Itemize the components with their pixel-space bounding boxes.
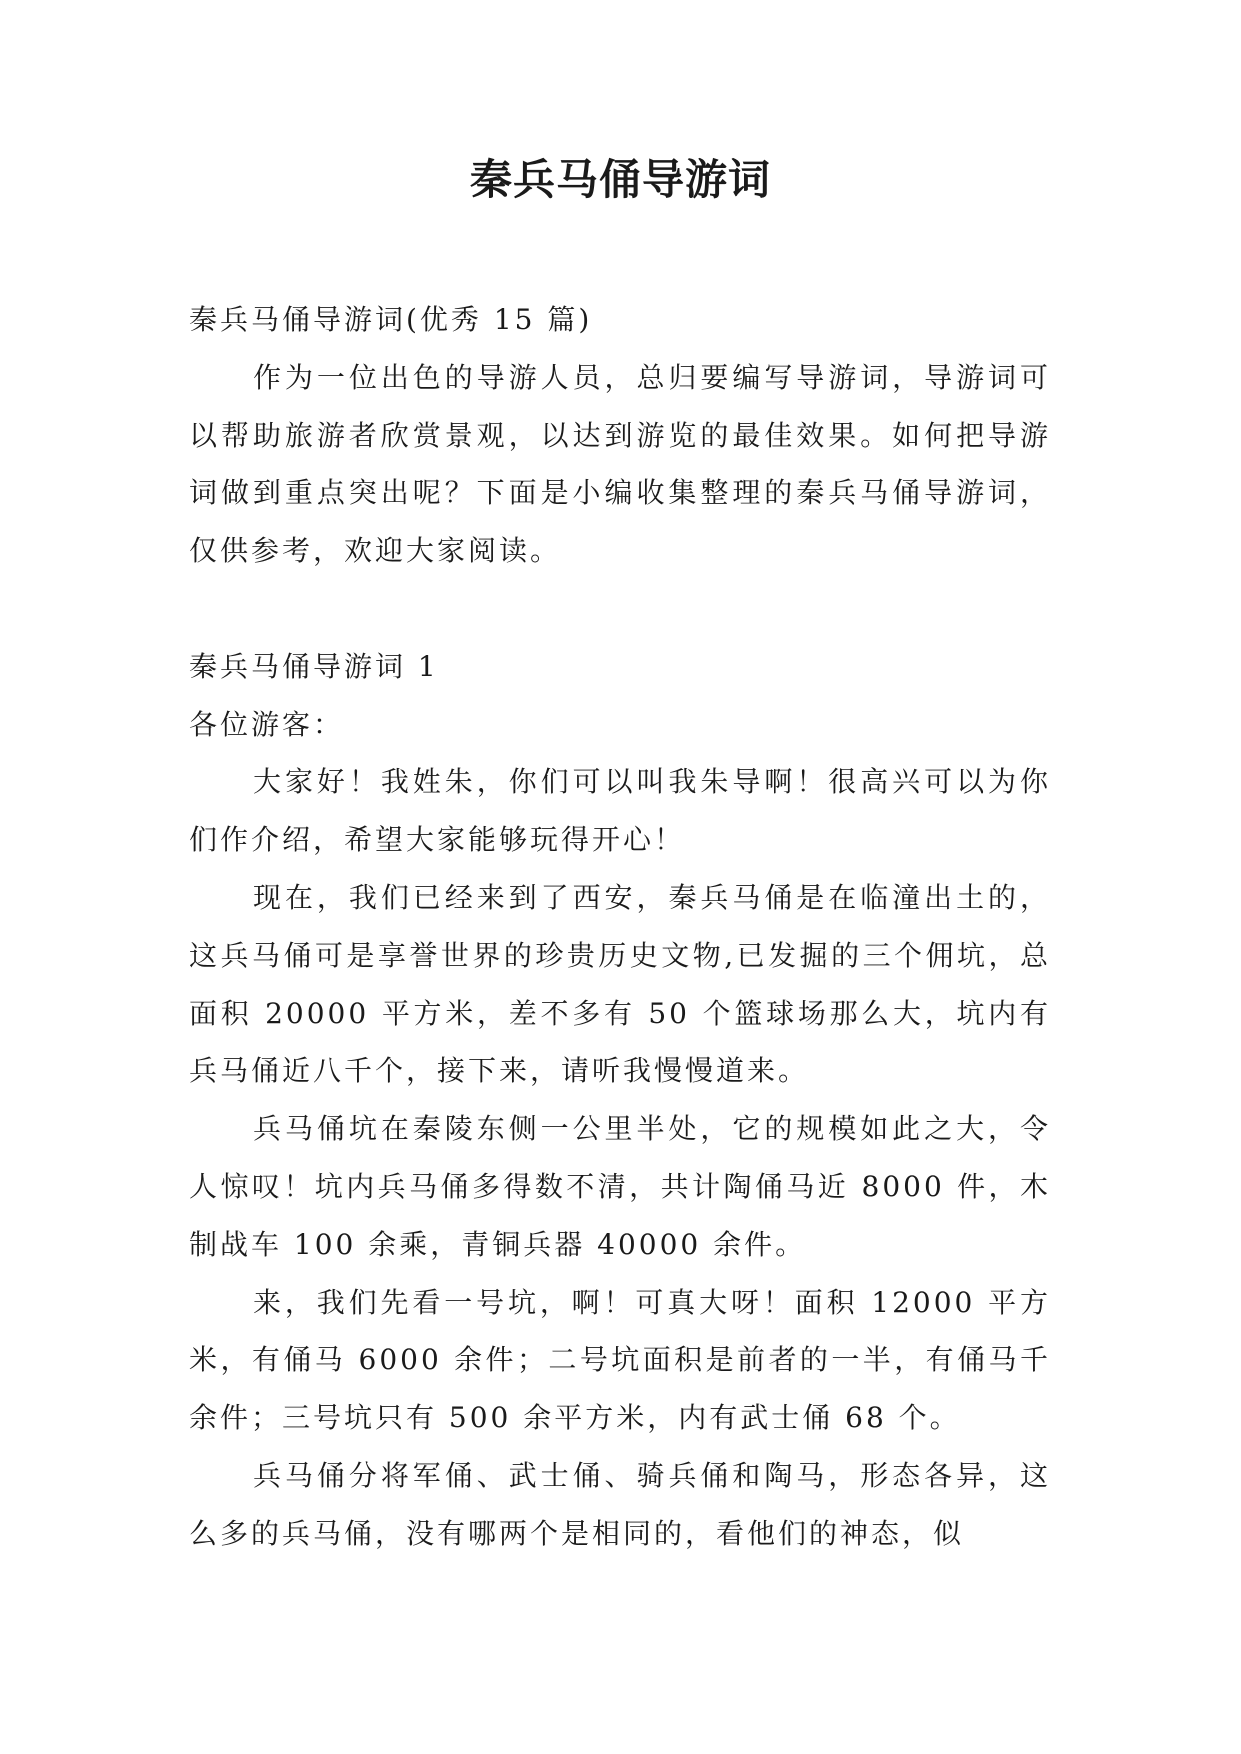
document-title: 秦兵马俑导游词 <box>469 155 771 204</box>
body-paragraph: 现在，我们已经来到了西安，秦兵马俑是在临潼出土的，这兵马俑可是享誉世界的珍贵历史文物,已发掘的三个佣坑，总面积 20000 平方米，差不多有 50 个篮球场那么大，坑内有兵马俑近八千个，接下来，请听我慢慢道来。 <box>189 880 1051 1088</box>
document-subtitle: 秦兵马俑导游词(优秀 15 篇) <box>189 303 593 336</box>
greeting: 各位游客： <box>189 707 345 741</box>
body-paragraph: 兵马俑分将军俑、武士俑、骑兵俑和陶马，形态各异，这么多的兵马俑，没有哪两个是相同的，看他们的神态，似 <box>189 1458 1051 1550</box>
intro-paragraph: 作为一位出色的导游人员，总归要编写导游词，导游词可以帮助旅游者欣赏景观，以达到游览的最佳效果。如何把导游词做到重点突出呢？下面是小编收集整理的秦兵马俑导游词，仅供参考，欢迎大家阅读。 <box>189 360 1051 568</box>
body-paragraph: 来，我们先看一号坑，啊！可真大呀！面积 12000 平方米，有俑马 6000 余件；二号坑面积是前者的一半，有俑马千余件；三号坑只有 500 余平方米，内有武士俑 68 个。 <box>189 1285 1051 1435</box>
document-body <box>189 291 1051 1563</box>
section-heading: 秦兵马俑导游词 1 <box>189 649 439 683</box>
body-paragraph: 大家好！我姓朱，你们可以叫我朱导啊！很高兴可以为你们作介绍，希望大家能够玩得开心！ <box>189 765 1051 857</box>
body-paragraph: 兵马俑坑在秦陵东侧一公里半处，它的规模如此之大，令人惊叹！坑内兵马俑多得数不清，共计陶俑马近 8000 件，木制战车 100 余乘，青铜兵器 40000 余件。 <box>189 1112 1051 1261</box>
